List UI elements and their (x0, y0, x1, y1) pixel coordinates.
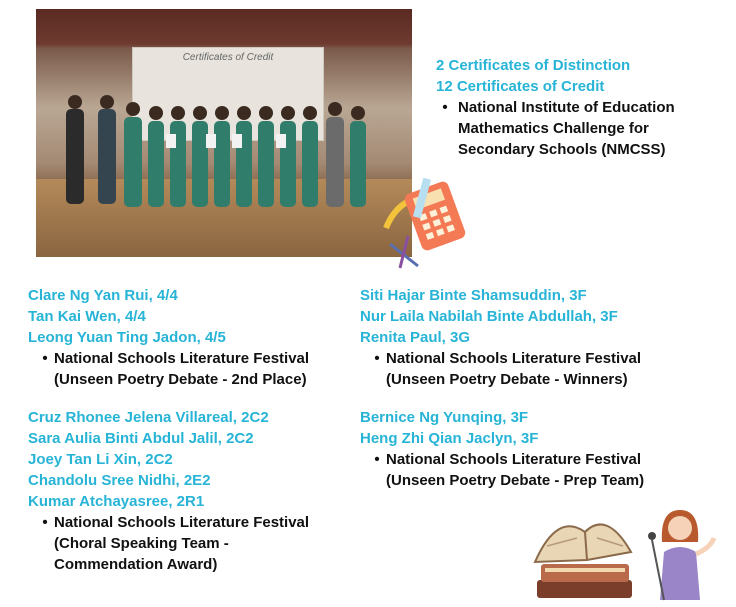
student-name: Clare Ng Yan Rui, 4/4 (28, 287, 178, 304)
student-name: Heng Zhi Qian Jaclyn, 3F (360, 430, 539, 447)
student-name: Joey Tan Li Xin, 2C2 (28, 451, 173, 468)
group2-bullet (368, 348, 641, 390)
student-name: Chandolu Sree Nidhi, 2E2 (28, 472, 211, 489)
credit-count: 12 Certificates of Credit (436, 78, 605, 95)
group3-bullet-text: National Schools Literature Festival (Choral Speaking Team - Commendation Award) (54, 514, 310, 573)
group4-section (360, 407, 644, 491)
student-name: Cruz Rhonee Jelena Villareal, 2C2 (28, 409, 269, 426)
award-photo (36, 9, 412, 257)
books-icon (527, 502, 637, 602)
bullet-icon: • (374, 350, 380, 367)
speaker-icon (642, 502, 717, 602)
student-name: Leong Yuan Ting Jadon, 4/5 (28, 329, 226, 346)
bullet-icon: • (442, 99, 448, 116)
calculator-icon (378, 178, 468, 273)
group4-bullet-text: National Schools Literature Festival (Unseen Poetry Debate - Prep Team) (386, 451, 645, 489)
student-name: Sara Aulia Binti Abdul Jalil, 2C2 (28, 430, 254, 447)
student-name: Renita Paul, 3G (360, 329, 471, 346)
nmcss-section (436, 55, 675, 160)
group3-bullet (36, 512, 309, 575)
nmcss-bullet-text: National Institute of Education Mathematics Challenge for Secondary Schools (NMCSS) (458, 99, 675, 158)
group2-section (360, 285, 641, 390)
group1-bullet-text: National Schools Literature Festival (Unseen Poetry Debate - 2nd Place) (54, 350, 310, 388)
bullet-icon: • (42, 514, 48, 531)
group1-section (28, 285, 309, 390)
bullet-icon: • (42, 350, 48, 367)
student-name: Nur Laila Nabilah Binte Abdullah, 3F (360, 308, 618, 325)
group2-bullet-text: National Schools Literature Festival (Unseen Poetry Debate - Winners) (386, 350, 642, 388)
people-silhouettes (36, 9, 412, 257)
student-name: Siti Hajar Binte Shamsuddin, 3F (360, 287, 587, 304)
distinction-count: 2 Certificates of Distinction (436, 57, 631, 74)
student-name: Bernice Ng Yunqing, 3F (360, 409, 529, 426)
group4-bullet (368, 449, 644, 491)
student-name: Tan Kai Wen, 4/4 (28, 308, 146, 325)
group1-bullet (36, 348, 309, 390)
nmcss-bullet (436, 97, 675, 160)
bullet-icon: • (374, 451, 380, 468)
screen-title: Certificates of Credit (182, 52, 274, 63)
group3-section (28, 407, 309, 575)
student-name: Kumar Atchayasree, 2R1 (28, 493, 205, 510)
